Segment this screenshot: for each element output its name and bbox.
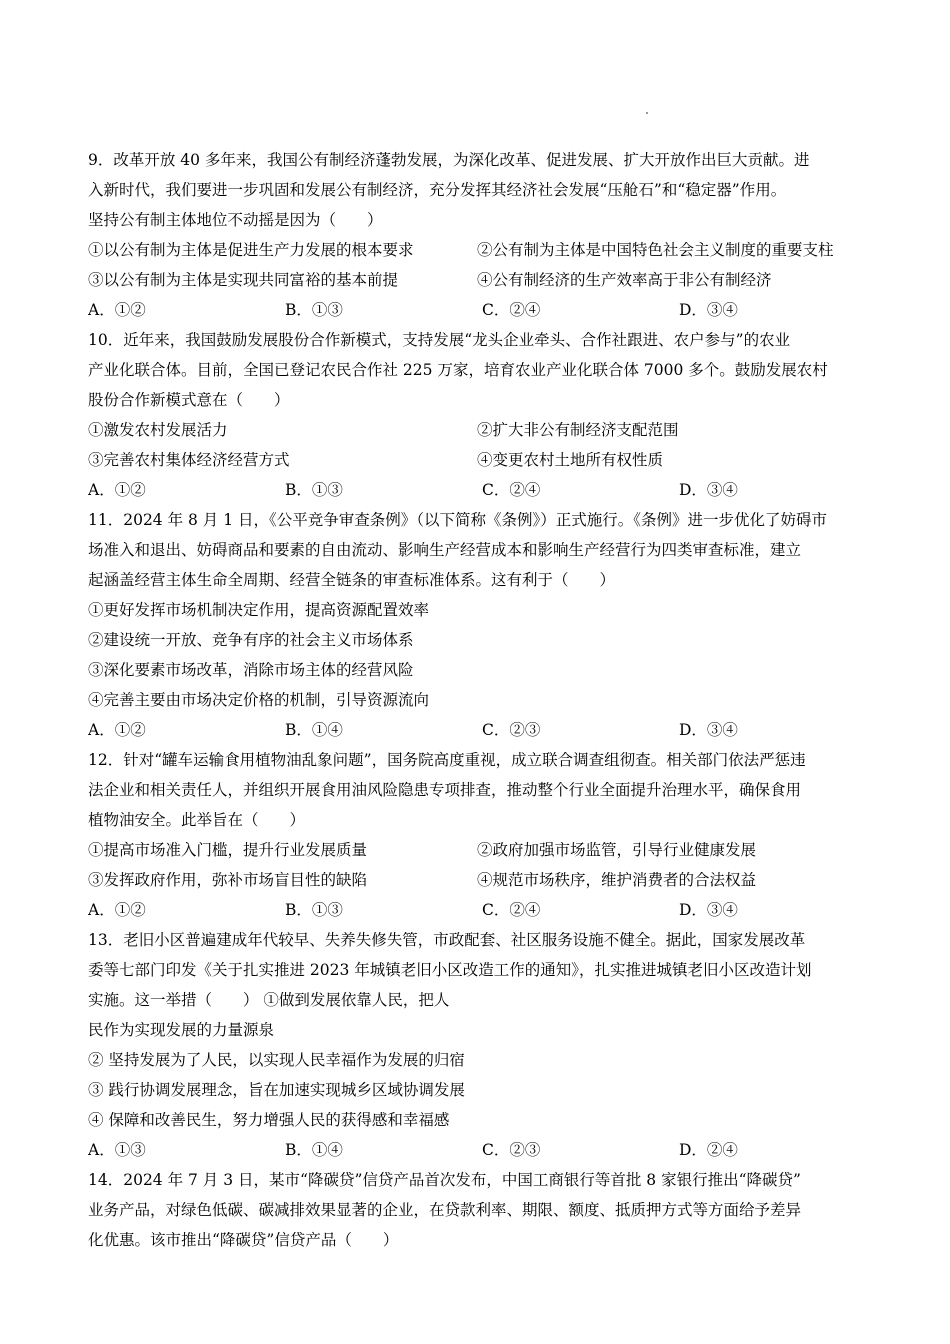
scan-dot	[646, 112, 648, 114]
option-4: ④变更农村土地所有权性质	[477, 451, 664, 469]
choice-b: B．①③	[285, 301, 343, 319]
question-stem-line: 10．近年来，我国鼓励发展股份合作新模式，支持发展“龙头企业牵头、合作社跟进、农户参与”的农业	[88, 331, 791, 349]
question-stem-line: 股份合作新模式意在（ ）	[88, 391, 290, 409]
option-1: ①更好发挥市场机制决定作用，提高资源配置效率	[88, 601, 430, 619]
choice-d: D．②④	[679, 1141, 738, 1159]
question-stem-line: 12．针对“罐车运输食用植物油乱象问题”，国务院高度重视，成立联合调查组彻查。相关部门依法严惩违	[88, 751, 806, 769]
question-stem-line: 实施。这一举措（ ） ①做到发展依靠人民，把人	[88, 991, 450, 1009]
choice-d: D．③④	[679, 301, 738, 319]
answer-choices	[88, 895, 874, 925]
option-1: ①以公有制为主体是促进生产力发展的根本要求	[88, 241, 414, 259]
option-2: ②公有制为主体是中国特色社会主义制度的重要支柱	[477, 241, 834, 259]
option-4: ④规范市场秩序，维护消费者的合法权益	[477, 871, 757, 889]
choice-d: D．③④	[679, 901, 738, 919]
option-3: ③ 践行协调发展理念，旨在加速实现城乡区域协调发展	[88, 1081, 465, 1099]
question-stem-line: 植物油安全。此举旨在（ ）	[88, 811, 306, 829]
question-stem-line: 入新时代，我们要进一步巩固和发展公有制经济，充分发挥其经济社会发展“压舱石”和“稳定器”作用。	[88, 181, 787, 199]
option-2: ②建设统一开放、竞争有序的社会主义市场体系	[88, 631, 414, 649]
choice-b: B．①④	[285, 721, 343, 739]
question-list	[88, 145, 874, 1255]
choice-b: B．①④	[285, 1141, 343, 1159]
question-11	[88, 505, 874, 745]
choice-c: C．②④	[482, 301, 541, 319]
choice-a: A．①③	[88, 1141, 146, 1159]
option-row	[88, 415, 874, 445]
question-stem-line: 坚持公有制主体地位不动摇是因为（ ）	[88, 211, 383, 229]
choice-d: D．③④	[679, 481, 738, 499]
choice-b: B．①③	[285, 901, 343, 919]
option-row	[88, 445, 874, 475]
option-3: ③以公有制为主体是实现共同富裕的基本前提	[88, 271, 399, 289]
question-stem-line: 11．2024 年 8 月 1 日，《公平竞争审查条例》（以下简称《条例》）正式施行。《条例》进一步优化了妨碍市	[88, 511, 828, 529]
question-14	[88, 1165, 874, 1255]
option-2: ②扩大非公有制经济支配范围	[477, 421, 679, 439]
option-4: ④完善主要由市场决定价格的机制，引导资源流向	[88, 691, 430, 709]
choice-d: D．③④	[679, 721, 738, 739]
answer-choices	[88, 1135, 874, 1165]
option-row	[88, 865, 874, 895]
question-stem-line: 9．改革开放 40 多年来，我国公有制经济蓬勃发展，为深化改革、促进发展、扩大开放作出巨大贡献。进	[88, 151, 810, 169]
question-stem-line: 起涵盖经营主体生命全周期、经营全链条的审查标准体系。这有利于（ ）	[88, 571, 616, 589]
choice-c: C．②③	[482, 1141, 541, 1159]
answer-choices	[88, 715, 874, 745]
question-9	[88, 145, 874, 325]
answer-choices	[88, 475, 874, 505]
option-2: ② 坚持发展为了人民，以实现人民幸福作为发展的归宿	[88, 1051, 465, 1069]
question-stem-line: 13．老旧小区普遍建成年代较早、失养失修失管，市政配套、社区服务设施不健全。据此，国家发展改革	[88, 931, 806, 949]
question-10	[88, 325, 874, 505]
question-stem-line: 委等七部门印发《关于扎实推进 2023 年城镇老旧小区改造工作的通知》，扎实推进城镇老旧小区改造计划	[88, 961, 812, 979]
choice-b: B．①③	[285, 481, 343, 499]
question-stem-line: 场准入和退出、妨碍商品和要素的自由流动、影响生产经营成本和影响生产经营行为四类审查标准，建立	[88, 541, 802, 559]
choice-c: C．②④	[482, 901, 541, 919]
choice-c: C．②③	[482, 721, 541, 739]
option-2: ②政府加强市场监管，引导行业健康发展	[477, 841, 757, 859]
question-stem-line: 法企业和相关责任人，并组织开展食用油风险隐患专项排查，推动整个行业全面提升治理水平，确保食用	[88, 781, 802, 799]
choice-a: A．①②	[88, 721, 146, 739]
question-stem-line: 民作为实现发展的力量源泉	[88, 1021, 275, 1039]
choice-c: C．②④	[482, 481, 541, 499]
option-3: ③发挥政府作用，弥补市场盲目性的缺陷	[88, 871, 368, 889]
option-4: ④公有制经济的生产效率高于非公有制经济	[477, 271, 772, 289]
question-stem-line: 业务产品，对绿色低碳、碳减排效果显著的企业，在贷款利率、期限、额度、抵质押方式等方面给予差异	[88, 1201, 802, 1219]
option-1: ①提高市场准入门槛，提升行业发展质量	[88, 841, 368, 859]
option-row	[88, 265, 874, 295]
question-stem-line: 化优惠。该市推出“降碳贷”信贷产品（ ）	[88, 1231, 399, 1249]
option-row	[88, 235, 874, 265]
question-13	[88, 925, 874, 1165]
option-4: ④ 保障和改善民生，努力增强人民的获得感和幸福感	[88, 1111, 450, 1129]
option-1: ①激发农村发展活力	[88, 421, 228, 439]
question-stem-line: 产业化联合体。目前，全国已登记农民合作社 225 万家，培育农业产业化联合体 7000 多个。鼓励发展农村	[88, 361, 828, 379]
choice-a: A．①②	[88, 481, 146, 499]
option-row	[88, 835, 874, 865]
option-3: ③深化要素市场改革，消除市场主体的经营风险	[88, 661, 414, 679]
question-stem-line: 14．2024 年 7 月 3 日，某市“降碳贷”信贷产品首次发布，中国工商银行等首批 8 家银行推出“降碳贷”	[88, 1171, 801, 1189]
choice-a: A．①②	[88, 901, 146, 919]
answer-choices	[88, 295, 874, 325]
choice-a: A．①②	[88, 301, 146, 319]
question-12	[88, 745, 874, 925]
option-3: ③完善农村集体经济经营方式	[88, 451, 290, 469]
